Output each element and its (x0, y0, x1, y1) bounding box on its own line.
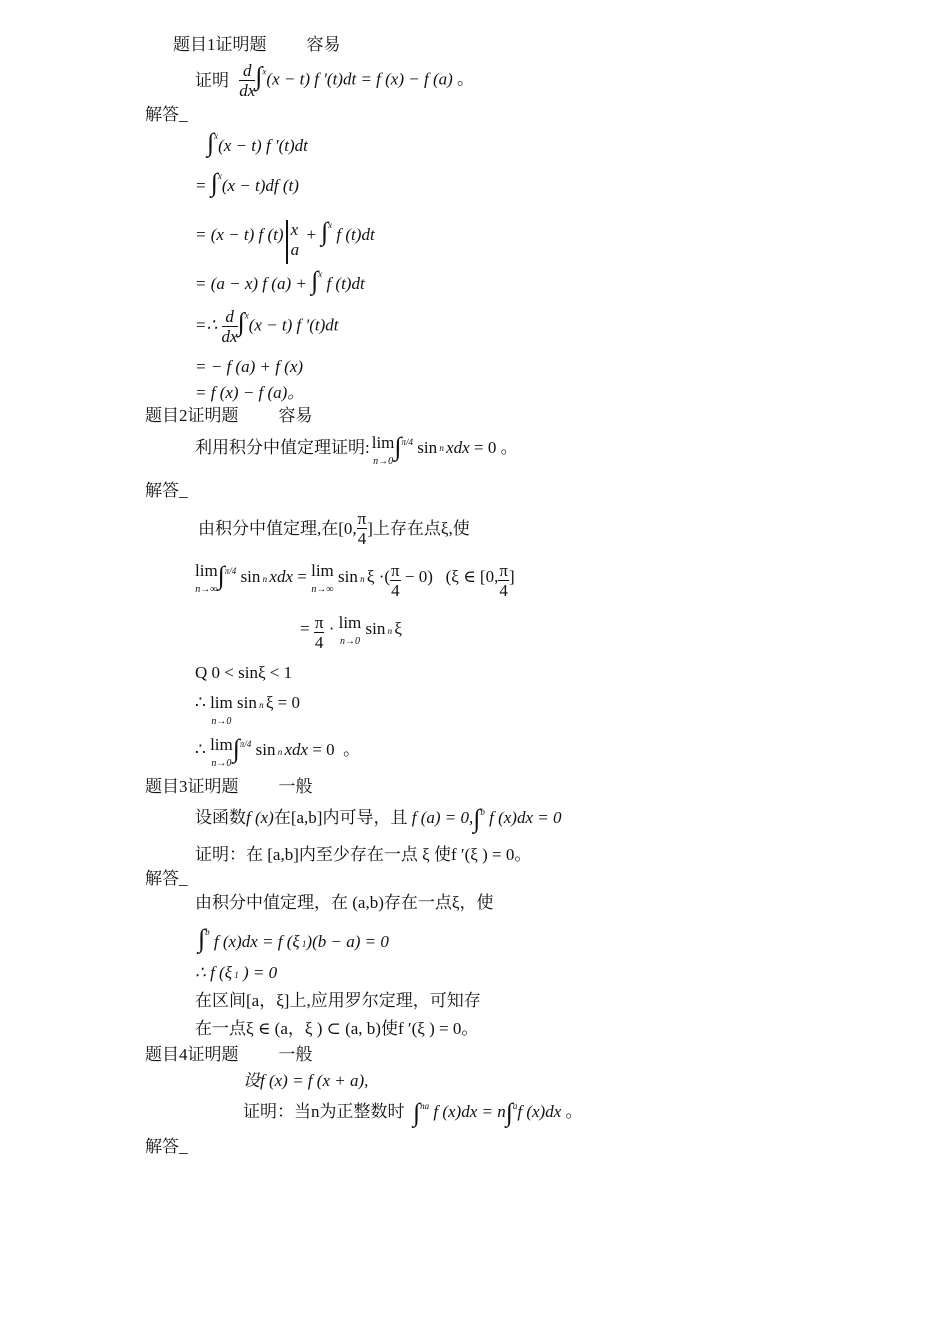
q2-header: 题目2证明题 容易 (145, 406, 313, 425)
q3-answer-label: 解答_ (145, 869, 188, 888)
q2-sol-because: Q 0 < sinξ < 1 (195, 663, 293, 682)
q2-sol-intro: 由积分中值定理,在[0, $\frac{\pi}{4}$ ]上存在点ξ,使 (198, 509, 470, 548)
q4-answer-label: 解答_ (145, 1137, 188, 1156)
q3-sol-3: ∴ f (ξ 1 ) = 0 (195, 963, 278, 982)
q2-answer-label: 解答_ (145, 481, 188, 500)
q1-step-7: = f (x) − f (a)。 (195, 383, 305, 402)
q3-sol-5: 在一点ξ ∈ (a，ξ ) ⊂ (a, b)使f ′(ξ ) = 0。 (195, 1019, 479, 1038)
q2-sol-eq2: = $\frac{\pi}{4}$ · lim n→0 sin n ξ (300, 613, 402, 652)
q1-step-4: = (a − x) f (a) + ∫$^x$ f (t)dt (195, 266, 365, 295)
q3-header: 题目3证明题 一般 (145, 777, 313, 796)
q1-answer-label: 解答_ (145, 105, 188, 124)
q4-statement-2: 证明：当n为正整数时 ∫$^{na}$ f (x)dx = n∫$^a$f (x)dx 。 (243, 1098, 583, 1127)
q3-statement-1: 设函数f (x)在[a,b]内可导，且 f (a) = 0,∫$^b$ f (x)dx = 0 (195, 804, 562, 833)
q1-header: 题目1证明题 容易 (173, 35, 341, 54)
q1-step-2: = ∫$^x$(x − t)df (t) (195, 168, 299, 197)
q1-step-1: ∫$^x$(x − t) f ′(t)dt (207, 128, 308, 157)
q4-header: 题目4证明题 一般 (145, 1045, 313, 1064)
q1-step-3: = (x − t) f (t) x a + ∫$^x$ f (t)dt (195, 214, 375, 258)
q4-statement-1: 设f (x) = f (x + a), (243, 1071, 369, 1090)
q2-sol-therefore1: ∴ lim n→0 sin n ξ = 0 (195, 693, 301, 727)
q3-sol-4: 在区间[a，ξ]上,应用罗尔定理，可知存 (195, 991, 481, 1010)
q2-statement: 利用积分中值定理证明: lim n→0 ∫$^{\pi/4}$ sin n xdx = 0 。 (195, 432, 518, 467)
q1-step-6: = − f (a) + f (x) (195, 357, 304, 376)
q2-sol-eq1: lim n→∞ ∫$^{\pi/4}$ sin n xdx = lim n→∞ sin n ξ ·( $\frac{\pi}{4}$ − 0) (ξ ∈ [0, $\frac{\pi}{4}$ ] (195, 561, 515, 600)
q2-sol-therefore2: ∴ lim n→0 ∫$^{\pi/4}$ sin n xdx = 0 。 (195, 734, 361, 769)
q1-step-5: =∴ $\frac{d}{dx}$ ∫$^x$(x − t) f ′(t)dt (195, 307, 339, 346)
q3-sol-2: ∫$^b$ f (x)dx = f (ξ 1)(b − a) = 0 (198, 924, 389, 953)
q3-sol-1: 由积分中值定理，在 (a,b)存在一点ξ，使 (195, 893, 494, 912)
q1-statement: 证明 $\frac{d}{dx}$ ∫$^x$(x − t) f ′(t)dt = f (x) − f (a) 。 (195, 61, 475, 100)
q3-statement-2: 证明：在 [a,b]内至少存在一点 ξ 使f ′(ξ ) = 0。 (195, 845, 532, 864)
